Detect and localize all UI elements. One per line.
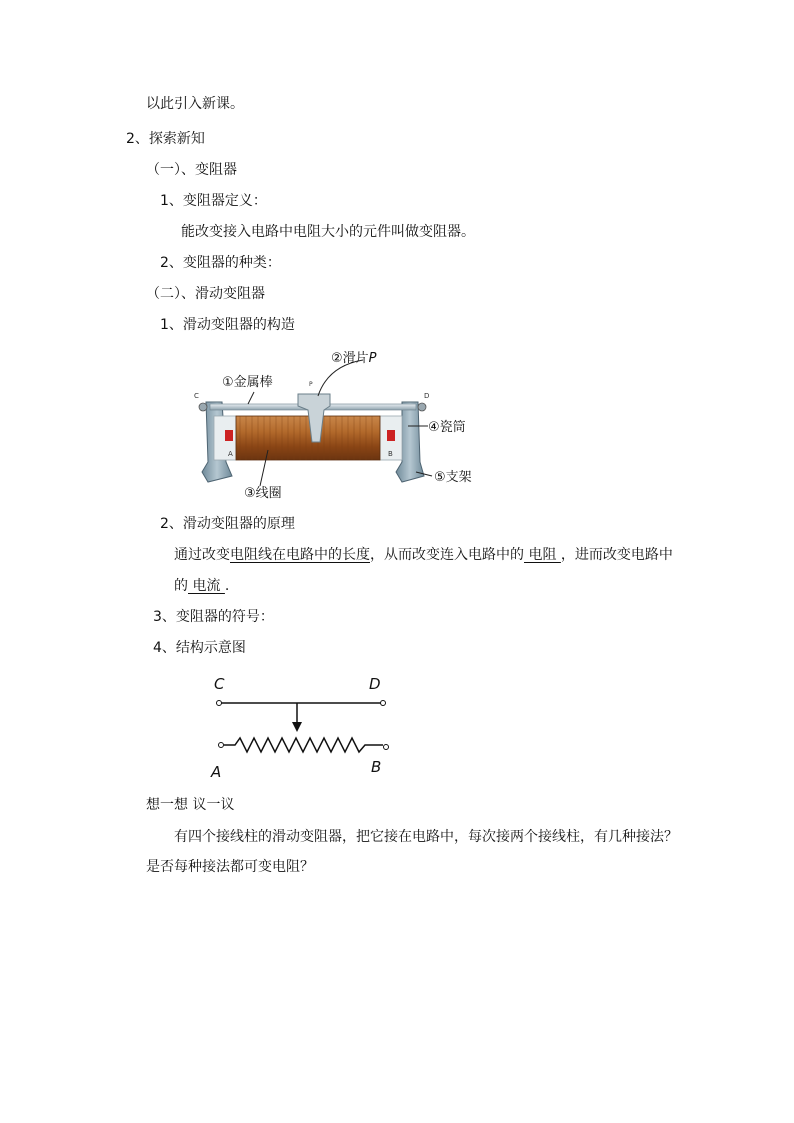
- principle-text-line2: 的 电流 .: [174, 578, 230, 594]
- item-heading: 1、变阻器定义：: [160, 193, 267, 209]
- item-heading: 1、滑动变阻器的构造: [160, 317, 295, 333]
- terminal-a-label: A: [228, 450, 233, 458]
- blank-answer-current: 电流: [188, 578, 225, 594]
- stand-label: ⑤支架: [434, 470, 472, 485]
- principle-text-line1: 通过改变电阻线在电路中的长度，从而改变连入电路中的 电阻 ，进而改变电路中: [174, 547, 673, 563]
- terminal-c-label: C: [194, 392, 199, 400]
- tube-label: ④瓷筒: [428, 420, 466, 435]
- blank-answer-length: 电阻线在电路中的长度: [230, 547, 370, 563]
- subsection-heading: （二）、滑动变阻器: [146, 286, 265, 302]
- intro-line: 以此引入新课。: [146, 96, 244, 112]
- item-heading: 2、滑动变阻器的原理: [160, 516, 295, 532]
- blank-answer-resistance: 电阻: [524, 547, 561, 563]
- question-line1: 有四个接线柱的滑动变阻器，把它接在电路中，每次接两个接线柱，有几种接法？: [174, 829, 678, 845]
- slider-label: ②滑片P: [331, 351, 377, 366]
- resistor-zigzag: [224, 738, 383, 752]
- coil-label: ③线圈: [244, 486, 282, 501]
- subsection-heading: （一）、变阻器: [146, 162, 237, 178]
- terminal-b-label: B: [388, 450, 393, 458]
- rheostat-illustration: [188, 344, 498, 504]
- rod-label: ①金属棒: [222, 375, 273, 390]
- schematic-d-label: D: [369, 675, 381, 693]
- item-heading: 2、变阻器的种类：: [160, 255, 281, 271]
- item-heading: 3、变阻器的符号：: [153, 609, 274, 625]
- schematic-a-label: A: [211, 763, 222, 781]
- discussion-heading: 想一想 议一议: [146, 797, 235, 813]
- coil: [236, 416, 380, 460]
- section-heading: 2、探索新知: [126, 131, 205, 147]
- schematic-c-label: C: [214, 675, 225, 693]
- slider-p-label: P: [309, 381, 313, 388]
- terminal-d-label: D: [424, 392, 430, 400]
- rheostat-schematic: [205, 670, 405, 782]
- item-heading: 4、结构示意图: [153, 640, 246, 656]
- definition-text: 能改变接入电路中电阻大小的元件叫做变阻器。: [181, 224, 475, 240]
- question-line2: 是否每种接法都可变电阻？: [146, 859, 314, 875]
- schematic-b-label: B: [371, 758, 382, 776]
